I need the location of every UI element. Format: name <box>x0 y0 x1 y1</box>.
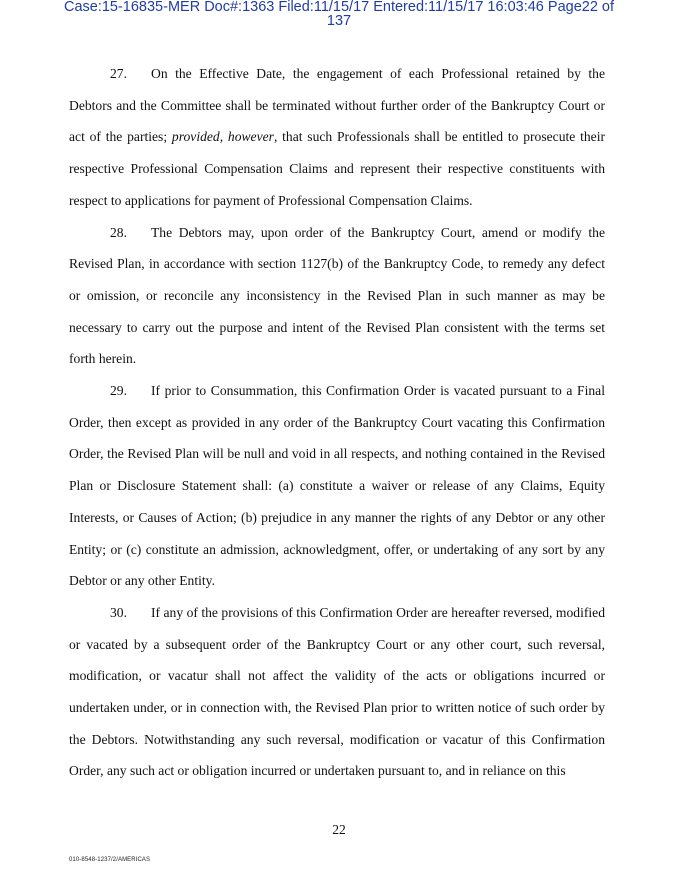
paragraph-number: 27. <box>110 66 127 81</box>
paragraph-30 <box>69 597 605 787</box>
document-footer-id: 010-8548-1237/2/AMERICAS <box>69 857 151 863</box>
paragraph-emphasis: provided, however <box>171 129 274 145</box>
case-header-page-total: 137 <box>326 13 352 29</box>
paragraph-text: , that such Professionals shall be entitled to prosecute their respective Professional Compensation Claims and represent their respective constituents with respect to applications for payment of Professional Compensation Claims. <box>69 129 605 208</box>
paragraph-text: If prior to Consummation, this Confirmation Order is vacated pursuant to a Final Order, then except as provided in any order of the Bankruptcy Court vacating this Confirmation Order, the Revised Plan will be null and void in all respects, and nothing contained in the Revised Plan or Disclosure Statement shall: (a) constitute a waiver or release of any Claims, Equity Interests, or Causes of Action; (b) prejudice in any manner the rights of any Debtor or any other Entity; or (c) constitute an admission, acknowledgment, offer, or undertaking of any sort by any Debtor or any other Entity. <box>69 383 605 589</box>
case-header-line: Case:15-16835-MER Doc#:1363 Filed:11/15/17 Entered:11/15/17 16:03:46 Page22 of <box>63 0 615 15</box>
document-body <box>69 58 605 787</box>
paragraph-28 <box>69 217 605 376</box>
paragraph-number: 29. <box>110 383 127 399</box>
paragraph-text: The Debtors may, upon order of the Bankruptcy Court, amend or modify the Revised Plan, in accordance with section 1127(b) of the Bankruptcy Code, to remedy any defect or omission, or reconcile any inconsistency in the Revised Plan in such manner as may be necessary to carry out the purpose and intent of the Revised Plan consistent with the terms set forth herein. <box>69 224 605 367</box>
paragraph-text: If any of the provisions of this Confirmation Order are hereafter reversed, modified or vacated by a subsequent order of the Bankruptcy Court or any other court, such reversal, modification, or vacatur shall not affect the validity of the acts or obligations incurred or undertaken under, or in connection with, the Revised Plan prior to written notice of such order by the Debtors. Notwithstanding any such reversal, modification or vacatur of this Confirmation Order, any such act or obligation incurred or undertaken pursuant to, and in reliance on this <box>69 604 605 779</box>
paragraph-27 <box>69 58 605 217</box>
court-filing-header <box>0 0 678 28</box>
paragraph-number: 28. <box>110 224 127 240</box>
page-number: 22 <box>332 822 346 837</box>
paragraph-number: 30. <box>110 604 127 620</box>
paragraph-29 <box>69 375 605 597</box>
paragraph-text: On the Effective Date, the engagement of each Professional retained by the Debtors and the Committee shall be terminated without further order of the Bankruptcy Court or act of the parties; <box>69 66 605 145</box>
